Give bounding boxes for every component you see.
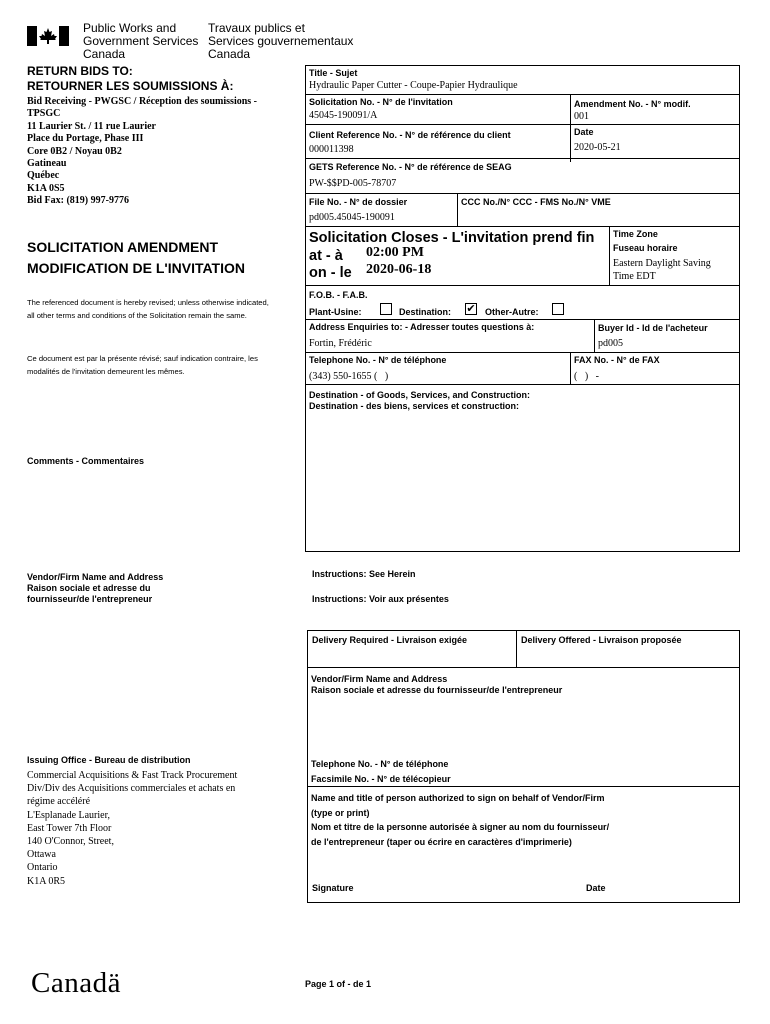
solicitation-no-label: Solicitation No. - N° de l'invitation: [309, 97, 453, 107]
destination-label: Destination:: [399, 307, 452, 317]
instructions-en: Instructions: See Herein: [312, 569, 416, 579]
delivery-offered-label: Delivery Offered - Livraison proposée: [521, 635, 682, 645]
date-label: Date: [574, 127, 594, 137]
closing-on-label: on - le: [309, 265, 352, 281]
canada-flag-logo: [27, 26, 69, 46]
amendment-title-fr: MODIFICATION DE L'INVITATION: [27, 260, 245, 276]
authorized-person-en-2: (type or print): [311, 807, 370, 818]
issuing-office-address: [27, 769, 277, 888]
row-divider: [305, 94, 740, 95]
other-autre-label: Other-Autre:: [485, 307, 539, 317]
issuing-line: régime accéléré: [27, 796, 91, 808]
column-divider: [516, 630, 517, 667]
delivery-required-label: Delivery Required - Livraison exigée: [312, 635, 468, 645]
time-zone-value: Eastern Daylight Saving: [613, 258, 711, 269]
date-value: 2020-05-21: [574, 142, 621, 153]
vendor-facsimile-label: Facsimile No. - N° de télécopieur: [311, 774, 451, 784]
return-bids-title-fr: RETOURNER LES SOUMISSIONS À:: [27, 79, 234, 93]
dept-en-line: Government Services: [83, 34, 199, 48]
client-ref-value: 000011398: [309, 144, 354, 155]
destination-goods-label: [309, 390, 530, 412]
dept-fr-line: Travaux publics et: [208, 21, 305, 35]
address-line: Bid Receiving - PWGSC / Réception des soumissions -: [27, 96, 258, 107]
comments-label: Comments - Commentaires: [27, 456, 145, 466]
dept-fr-line: Canada: [208, 47, 251, 61]
instructions-fr: Instructions: Voir aux présentes: [312, 594, 449, 604]
authorized-person-label: [311, 791, 609, 849]
row-divider: [305, 158, 740, 159]
issuing-line: Div/Div des Acquisitions commerciales et achats en: [27, 783, 236, 795]
bid-fax-line: Bid Fax: (819) 997-9776: [27, 195, 129, 207]
issuing-line: 140 O'Connor, Street,: [27, 836, 114, 848]
solicitation-closes-label: Solicitation Closes - L'invitation prend fin: [309, 230, 595, 246]
dept-fr-line: Services gouvernementaux: [208, 34, 354, 48]
closing-date-value: 2020-06-18: [366, 262, 432, 277]
signature-label: Signature: [312, 883, 354, 893]
enquiries-value: Fortin, Frédéric: [309, 338, 372, 349]
row-divider: [305, 285, 740, 286]
other-autre-checkbox[interactable]: [552, 303, 564, 315]
enquiries-label: Address Enquiries to: - Adresser toutes questions à:: [309, 322, 535, 332]
time-zone-label: Time Zone: [613, 229, 658, 239]
issuing-line: K1A 0R5: [27, 875, 66, 887]
address-line: 11 Laurier St. / 11 rue Laurier: [27, 120, 156, 132]
address-line: Gatineau: [27, 158, 67, 170]
address-line: K1A 0S5: [27, 182, 65, 194]
row-divider: [305, 384, 740, 385]
column-divider: [594, 319, 595, 352]
dept-en-line: Public Works and: [83, 21, 177, 35]
vendor-firm-label-left: Vendor/Firm Name and Address Raison sociale et adresse du fournisseur/de l'entrepreneur: [27, 572, 164, 604]
vendor-firm-label: [311, 674, 562, 696]
row-divider: [307, 786, 740, 787]
issuing-line: East Tower 7th Floor: [27, 822, 112, 834]
buyer-id-label: Buyer Id - Id de l'acheteur: [598, 323, 708, 333]
column-divider: [609, 226, 610, 285]
time-zone-label-fr: Fuseau horaire: [613, 243, 678, 253]
destination-goods-en: Destination - of Goods, Services, and Construction:: [309, 390, 531, 400]
row-divider: [305, 226, 740, 227]
issuing-line: Ottawa: [27, 849, 56, 861]
vendor-telephone-label: Telephone No. - N° de téléphone: [311, 759, 449, 769]
row-divider: [307, 667, 740, 668]
time-zone-value-2: Time EDT: [613, 271, 656, 282]
issuing-line: L'Esplanade Laurier,: [27, 809, 111, 821]
file-no-label: File No. - N° de dossier: [309, 197, 408, 207]
address-line: Québec: [27, 170, 60, 182]
fax-value: ( ) -: [574, 371, 599, 382]
issuing-line: Commercial Acquisitions & Fast Track Procurement: [27, 770, 238, 781]
plant-usine-label: Plant-Usine:: [309, 307, 362, 317]
closing-time-value: 02:00 PM: [366, 245, 424, 260]
issuing-line: Ontario: [27, 862, 58, 874]
ccc-no-label: CCC No./N° CCC - FMS No./N° VME: [461, 197, 611, 207]
title-label: Title - Sujet: [309, 68, 358, 78]
return-bids-address: [27, 96, 297, 208]
dept-en-line: Canada: [83, 47, 126, 61]
fax-label: FAX No. - N° de FAX: [574, 355, 660, 365]
title-value: Hydraulic Paper Cutter - Coupe-Papier Hydraulique: [309, 80, 518, 91]
department-name-en: [83, 22, 198, 61]
issuing-office-label: Issuing Office - Bureau de distribution: [27, 755, 191, 765]
gets-ref-value: PW-$$PD-005-78707: [309, 178, 397, 189]
vendor-firm-label-en: Vendor/Firm Name and Address: [311, 674, 448, 684]
address-line: Core 0B2 / Noyau 0B2: [27, 145, 122, 157]
vendor-firm-label-fr: Raison sociale et adresse du fournisseur/de l'entrepreneur: [311, 685, 563, 695]
amendment-text-fr: Ce document est par la présente révisé; sauf indication contraire, les modalités de l'invitation demeurent les mêmes.: [27, 354, 258, 376]
column-divider: [570, 94, 571, 162]
column-divider: [457, 193, 458, 226]
amendment-no-label: Amendment No. - N° modif.: [574, 99, 691, 109]
return-bids-heading: [27, 64, 233, 94]
amendment-text-en: The referenced document is hereby revised; unless otherwise indicated, all other terms and conditions of the Solicitation remain the same.: [27, 298, 269, 320]
telephone-value: (343) 550-1655 ( ): [309, 371, 389, 382]
amendment-no-value: 001: [574, 111, 589, 122]
department-name-fr: [208, 22, 353, 61]
amendment-title-en: SOLICITATION AMENDMENT: [27, 239, 219, 255]
signature-date-label: Date: [586, 883, 606, 893]
row-divider: [305, 319, 740, 320]
row-divider: [305, 193, 740, 194]
fob-label: F.O.B. - F.A.B.: [309, 290, 368, 300]
canada-wordmark: Canadä: [31, 967, 121, 999]
return-bids-title-en: RETURN BIDS TO:: [27, 64, 133, 78]
solicitation-no-value: 45045-190091/A: [309, 110, 378, 121]
file-no-value: pd005.45045-190091: [309, 212, 395, 223]
address-line: TPSGC: [27, 108, 61, 120]
buyer-id-value: pd005: [598, 338, 623, 349]
destination-goods-fr: Destination - des biens, services et construction:: [309, 401, 520, 411]
client-ref-label: Client Reference No. - N° de référence du client: [309, 130, 511, 140]
page-number: Page 1 of - de 1: [305, 979, 372, 989]
destination-checkbox[interactable]: ✔: [466, 303, 476, 315]
authorized-person-en: Name and title of person authorized to sign on behalf of Vendor/Firm: [311, 793, 605, 803]
closing-at-label: at - à: [309, 248, 343, 264]
telephone-label: Telephone No. - N° de téléphone: [309, 355, 447, 365]
row-divider: [305, 352, 740, 353]
plant-usine-checkbox[interactable]: [380, 303, 392, 315]
gets-ref-label: GETS Reference No. - N° de référence de SEAG: [309, 162, 512, 172]
row-divider: [305, 124, 740, 125]
authorized-person-fr: Nom et titre de la personne autorisée à signer au nom du fournisseur/: [311, 822, 610, 832]
amendment-heading: [27, 237, 245, 279]
address-line: Place du Portage, Phase III: [27, 133, 144, 145]
column-divider: [570, 352, 571, 384]
authorized-person-fr-2: de l'entrepreneur (taper ou écrire en caractères d'imprimerie): [311, 836, 572, 847]
